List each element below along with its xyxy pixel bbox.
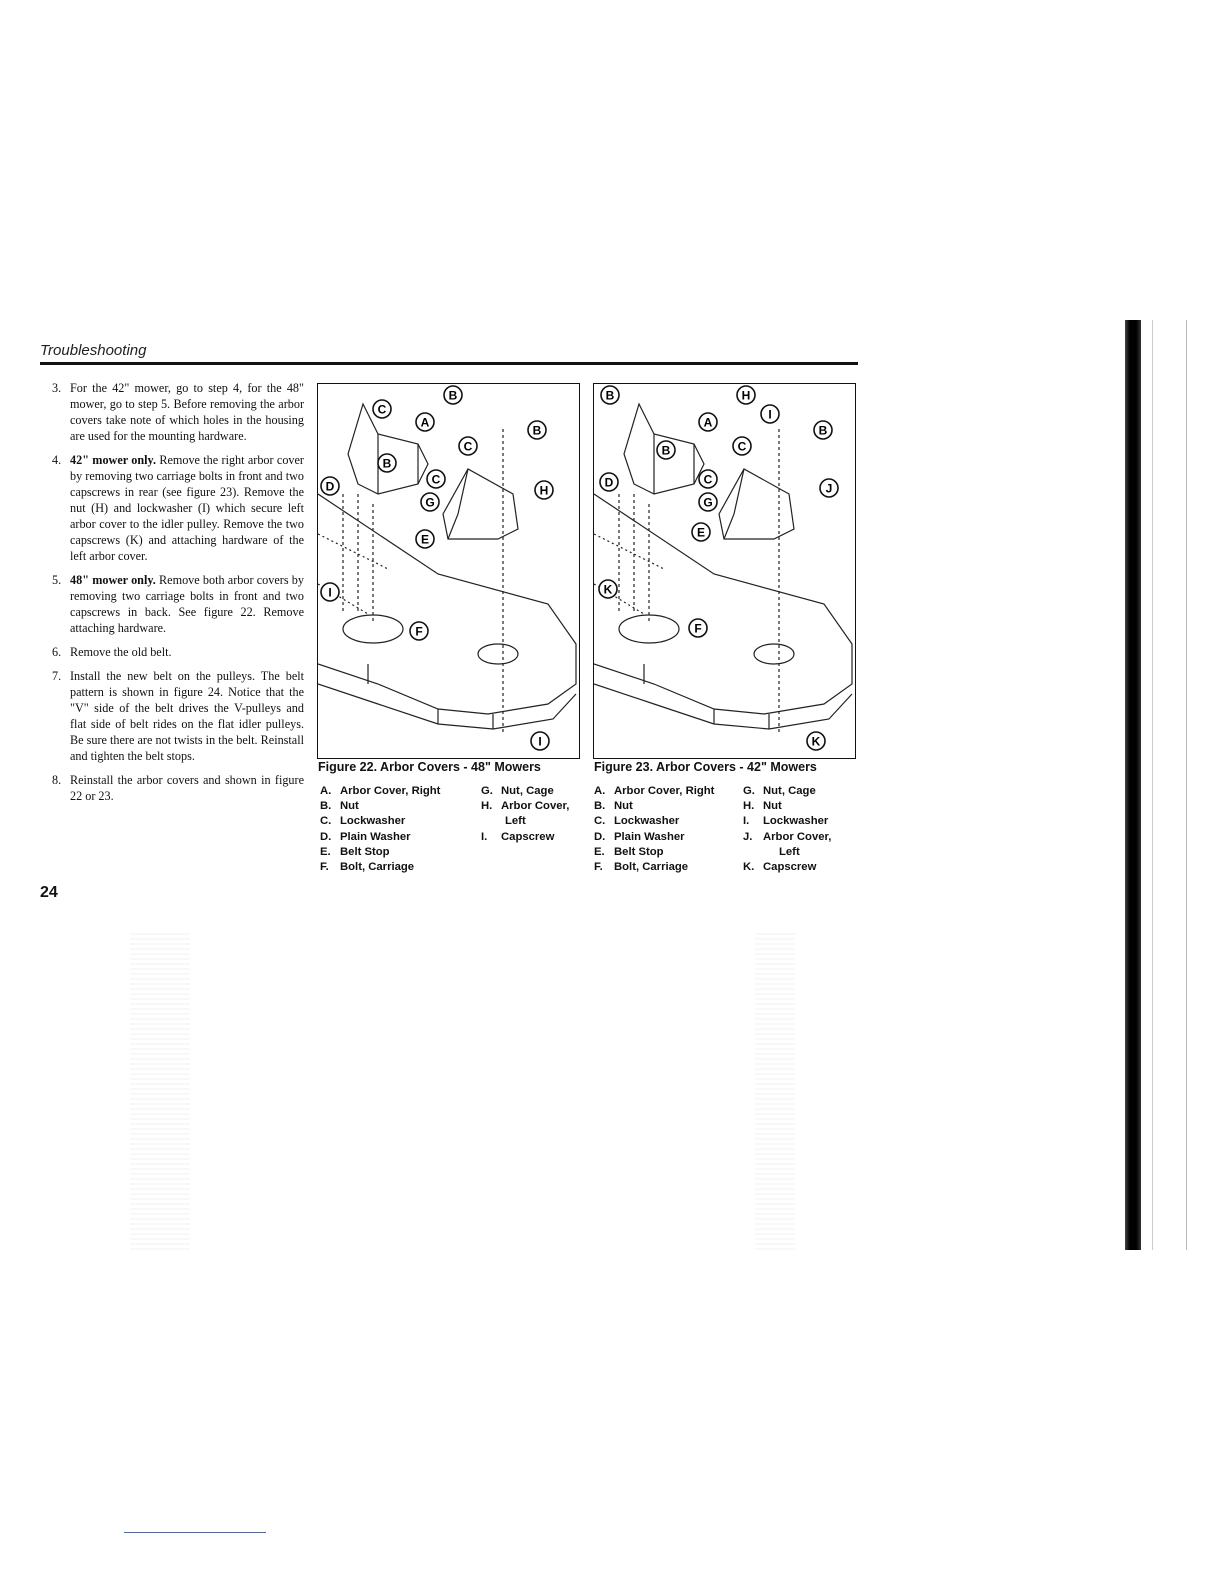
- legend-text: Nut: [763, 800, 782, 813]
- callout-group: [321, 386, 553, 750]
- legend-text: Capscrew: [763, 861, 817, 874]
- legend-text: Bolt, Carriage: [614, 861, 689, 874]
- callout-label: C: [377, 402, 387, 417]
- step-text: Reinstall the arbor covers and shown in figure 22 or 23.: [70, 773, 304, 803]
- step-number: 7.: [52, 669, 62, 683]
- legend-letter: I.: [743, 815, 750, 828]
- callout-label: I: [328, 585, 332, 600]
- step-number: 8.: [52, 773, 62, 787]
- scan-edge-line: [1152, 320, 1153, 1250]
- callout-label: A: [420, 415, 430, 430]
- figure-23-legend-left: [594, 784, 714, 875]
- callout-label: B: [382, 456, 392, 471]
- legend-item: [481, 830, 569, 845]
- step-item: [42, 380, 304, 444]
- callout-label: H: [741, 388, 751, 403]
- figure-22-illustration: [317, 383, 580, 759]
- step-text: Remove both arbor covers by removing two carriage bolts in front and two capscrews in back. See figure 22. Remove attaching hardware.: [70, 573, 304, 635]
- legend-letter: D.: [594, 830, 606, 843]
- figure-22-legend-left: [320, 784, 440, 875]
- legend-text: Bolt, Carriage: [340, 861, 415, 874]
- callout-label: C: [703, 472, 713, 487]
- legend-item: [320, 814, 440, 829]
- legend-letter: K.: [743, 861, 755, 874]
- figure-23-legend-right: [743, 784, 831, 875]
- legend-letter: B.: [594, 800, 606, 813]
- legend-item: [320, 784, 440, 799]
- callout-label: F: [694, 621, 702, 636]
- callout-label: K: [811, 734, 821, 749]
- callout-label: B: [818, 423, 828, 438]
- legend-letter: I.: [481, 830, 488, 843]
- step-bold: 48" mower only.: [70, 573, 156, 587]
- legend-letter: E.: [320, 845, 331, 858]
- legend-item: [320, 830, 440, 845]
- legend-letter: D.: [320, 830, 332, 843]
- legend-text: Lockwasher: [340, 815, 406, 828]
- callout-label: B: [605, 388, 615, 403]
- callout-label: H: [539, 483, 549, 498]
- step-item: [42, 644, 304, 660]
- step-number: 3.: [52, 381, 62, 395]
- step-number: 4.: [52, 453, 62, 467]
- callout-label: E: [696, 525, 706, 540]
- legend-text: Left: [505, 815, 526, 828]
- legend-item: [481, 814, 569, 829]
- scan-noise: [755, 930, 795, 1250]
- legend-letter: B.: [320, 800, 332, 813]
- legend-text: Arbor Cover,: [501, 800, 570, 813]
- legend-item: [481, 784, 569, 799]
- legend-text: Belt Stop: [614, 845, 664, 858]
- figure-23-caption: Figure 23. Arbor Covers - 42" Mowers: [594, 760, 817, 774]
- legend-letter: G.: [481, 785, 493, 797]
- legend-item: [743, 799, 831, 814]
- legend-letter: H.: [481, 800, 493, 813]
- legend-item: [320, 845, 440, 860]
- legend-letter: A.: [320, 785, 332, 797]
- callout-label: B: [448, 388, 458, 403]
- figure-22-legend-right: [481, 784, 569, 845]
- callout-label: G: [425, 495, 435, 510]
- legend-item: [594, 814, 714, 829]
- legend-text: Lockwasher: [614, 815, 680, 828]
- callout-label: K: [603, 582, 613, 597]
- arbor-cover-diagram-48: [318, 384, 579, 758]
- legend-letter: A.: [594, 785, 606, 797]
- callout-label: I: [538, 734, 542, 749]
- legend-item: [743, 860, 831, 875]
- legend-letter: H.: [743, 800, 755, 813]
- footer-rule: [124, 1532, 266, 1533]
- callout-group: [599, 386, 838, 750]
- step-item: [42, 668, 304, 764]
- legend-text: Arbor Cover, Right: [614, 785, 715, 797]
- callout-label: C: [431, 472, 441, 487]
- scan-edge-line: [1186, 320, 1187, 1250]
- callout-label: F: [415, 624, 423, 639]
- scan-noise: [130, 930, 190, 1250]
- steps-list: [42, 380, 304, 812]
- step-item: [42, 452, 304, 564]
- legend-item: [594, 845, 714, 860]
- step-text: Remove the old belt.: [70, 645, 172, 659]
- figure-23-illustration: [593, 383, 856, 759]
- legend-item: [743, 830, 831, 845]
- legend-letter: C.: [594, 815, 606, 828]
- legend-text: Plain Washer: [340, 830, 411, 843]
- callout-label: I: [768, 407, 772, 422]
- legend-item: [743, 845, 831, 860]
- legend-text: Arbor Cover, Right: [340, 785, 441, 797]
- callout-label: D: [325, 479, 335, 494]
- legend-text: Belt Stop: [340, 845, 390, 858]
- legend-text: Capscrew: [501, 830, 555, 843]
- legend-item: [594, 784, 714, 799]
- legend-letter: C.: [320, 815, 332, 828]
- step-number: 6.: [52, 645, 62, 659]
- legend-item: [594, 830, 714, 845]
- legend-text: Arbor Cover,: [763, 830, 832, 843]
- step-text: For the 42" mower, go to step 4, for the 48" mower, go to step 5. Before removing the arbor covers take note of which holes in the housing are used for the mounting hardware.: [70, 381, 304, 443]
- callout-label: B: [532, 423, 542, 438]
- legend-letter: G.: [743, 785, 755, 797]
- step-item: [42, 572, 304, 636]
- legend-item: [320, 860, 440, 875]
- legend-text: Nut: [340, 800, 359, 813]
- legend-text: Left: [779, 845, 800, 858]
- legend-letter: J.: [743, 830, 753, 843]
- legend-item: [743, 814, 831, 829]
- step-item: [42, 772, 304, 804]
- figure-22-caption: Figure 22. Arbor Covers - 48" Mowers: [318, 760, 541, 774]
- legend-text: Nut, Cage: [763, 785, 816, 797]
- step-text: Install the new belt on the pulleys. The belt pattern is shown in figure 24. Notice that the "V" side of the belt drives the V-pulleys and flat side of belt rides on the flat idler pulleys. Be sure there are not twists in the belt. Reinstall and tighten the belt stops.: [70, 669, 304, 763]
- scan-edge-bar: [1125, 320, 1141, 1250]
- section-title: Troubleshooting: [40, 342, 147, 359]
- callout-label: A: [703, 415, 713, 430]
- legend-item: [481, 799, 569, 814]
- legend-item: [320, 799, 440, 814]
- step-text: Remove the right arbor cover by removing two carriage bolts in front and two capscrews in rear (see figure 23). Remove the nut (H) and lockwasher (I) which secure left arbor cover to the idler pulley. Remove the two capscrews (K) and attaching hardware of the left arbor cover.: [70, 453, 304, 563]
- legend-item: [594, 860, 714, 875]
- callout-label: G: [703, 495, 713, 510]
- callout-label: D: [604, 475, 614, 490]
- callout-label: C: [737, 439, 747, 454]
- callout-label: B: [661, 443, 671, 458]
- legend-item: [594, 799, 714, 814]
- legend-letter: F.: [594, 861, 603, 874]
- callout-label: C: [463, 439, 473, 454]
- step-bold: 42" mower only.: [70, 453, 156, 467]
- step-number: 5.: [52, 573, 62, 587]
- legend-item: [743, 784, 831, 799]
- legend-letter: F.: [320, 861, 329, 874]
- legend-text: Nut, Cage: [501, 785, 554, 797]
- callout-label: J: [825, 481, 833, 496]
- legend-letter: E.: [594, 845, 605, 858]
- page-number: 24: [40, 884, 58, 901]
- legend-text: Plain Washer: [614, 830, 685, 843]
- header-rule: [40, 362, 858, 365]
- callout-label: E: [420, 532, 430, 547]
- legend-text: Lockwasher: [763, 815, 829, 828]
- arbor-cover-diagram-42: [594, 384, 855, 758]
- legend-text: Nut: [614, 800, 633, 813]
